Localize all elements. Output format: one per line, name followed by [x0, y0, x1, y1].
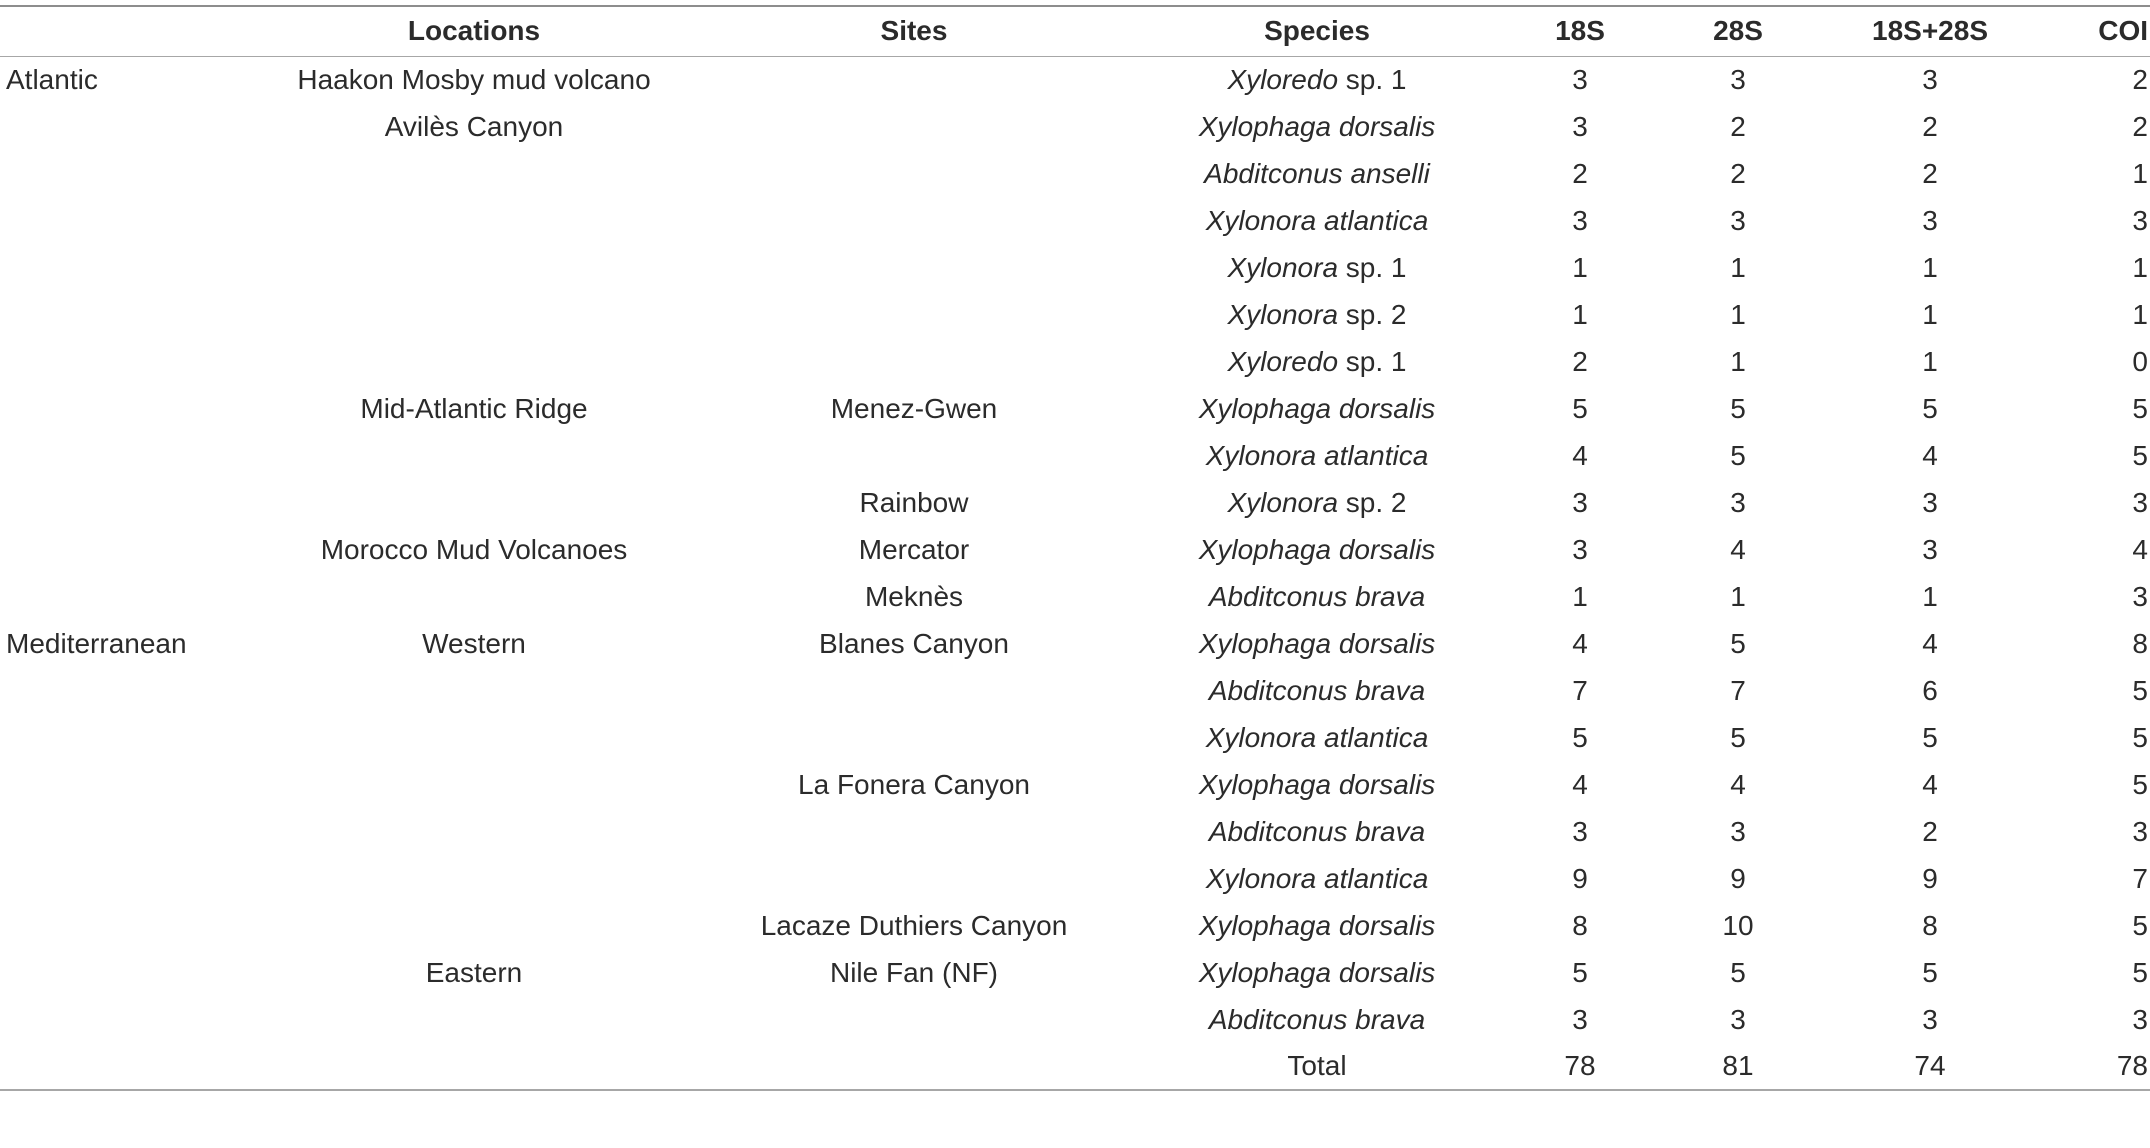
count-coi-cell: 5 [2132, 909, 2148, 941]
location-cell: Haakon Mosby mud volcano [297, 63, 651, 95]
site-cell [704, 244, 1124, 291]
count-28s-cell: 5 [1730, 627, 1746, 659]
count-18s-cell: 3 [1572, 486, 1588, 518]
header-coi: COI [2034, 6, 2150, 56]
count-18s-28s-cell: 5 [1922, 956, 1938, 988]
species-genus: Xylonora [1227, 298, 1339, 330]
count-18s-28s-cell: 3 [1922, 63, 1938, 95]
region-cell [0, 432, 244, 479]
species-genus: Abditconus brava [1208, 1003, 1426, 1035]
region-cell [0, 385, 244, 432]
count-18s-28s-cell: 5 [1922, 392, 1938, 424]
region-cell [0, 526, 244, 573]
table-row [0, 949, 2150, 996]
total-empty-cell [244, 1043, 704, 1090]
count-28s-cell: 1 [1730, 251, 1746, 283]
region-cell [0, 996, 244, 1043]
count-coi-cell: 4 [2132, 533, 2148, 565]
total-row [0, 1043, 2150, 1090]
count-18s-cell: 3 [1572, 204, 1588, 236]
total-coi: 78 [2034, 1043, 2150, 1090]
count-coi-cell: 8 [2132, 627, 2148, 659]
count-coi-cell: 0 [2132, 345, 2148, 377]
species-genus: Xyloredo [1227, 345, 1339, 377]
count-28s-cell: 4 [1730, 533, 1746, 565]
count-18s-cell: 1 [1572, 580, 1588, 612]
site-cell [704, 996, 1124, 1043]
species-cell [1124, 620, 1510, 667]
region-cell [0, 103, 244, 150]
count-18s-28s-cell: 5 [1922, 721, 1938, 753]
location-cell [244, 902, 704, 949]
location-cell [244, 996, 704, 1043]
table-row [0, 855, 2150, 902]
species-cell [1124, 385, 1510, 432]
region-cell: Atlantic [6, 63, 98, 95]
species-genus: Xylonora atlantica [1205, 204, 1429, 236]
region-cell [0, 244, 244, 291]
header-sites: Sites [704, 6, 1124, 56]
species-genus: Xylonora atlantica [1205, 721, 1429, 753]
region-cell [0, 150, 244, 197]
species-cell [1124, 714, 1510, 761]
location-cell [244, 573, 704, 620]
region-cell [0, 761, 244, 808]
species-epithet: sp. 2 [1338, 298, 1407, 330]
region-cell [0, 197, 244, 244]
count-28s-cell: 7 [1730, 674, 1746, 706]
site-cell: Nile Fan (NF) [829, 956, 998, 988]
count-coi-cell: 1 [2132, 157, 2148, 189]
table-row [0, 150, 2150, 197]
count-18s-cell: 3 [1572, 1003, 1588, 1035]
species-cell [1124, 197, 1510, 244]
table-row [0, 432, 2150, 479]
count-coi-cell: 5 [2132, 439, 2148, 471]
species-genus: Xylophaga dorsalis [1198, 627, 1436, 659]
count-28s-cell: 9 [1730, 862, 1746, 894]
table-body [0, 56, 2150, 1090]
species-genus: Xylophaga dorsalis [1198, 392, 1436, 424]
species-cell [1124, 432, 1510, 479]
count-18s-28s-cell: 2 [1922, 157, 1938, 189]
species-cell [1124, 667, 1510, 714]
table-row [0, 902, 2150, 949]
count-18s-28s-cell: 3 [1922, 486, 1938, 518]
count-18s-28s-cell: 2 [1922, 815, 1938, 847]
count-18s-28s-cell: 9 [1922, 862, 1938, 894]
site-cell [704, 197, 1124, 244]
site-cell [704, 667, 1124, 714]
species-cell [1124, 949, 1510, 996]
count-coi-cell: 5 [2132, 768, 2148, 800]
species-cell [1124, 761, 1510, 808]
count-18s-28s-cell: 1 [1922, 580, 1938, 612]
count-coi-cell: 1 [2132, 251, 2148, 283]
species-cell [1124, 244, 1510, 291]
species-cell [1124, 479, 1510, 526]
species-cell [1124, 150, 1510, 197]
region-cell [0, 667, 244, 714]
count-28s-cell: 3 [1730, 63, 1746, 95]
total-18s-28s: 74 [1826, 1043, 2034, 1090]
count-coi-cell: 3 [2132, 580, 2148, 612]
species-genus: Abditconus anselli [1204, 157, 1430, 189]
species-cell [1124, 808, 1510, 855]
count-28s-cell: 3 [1730, 486, 1746, 518]
table-row [0, 996, 2150, 1043]
location-cell: Eastern [425, 956, 523, 988]
site-cell [704, 103, 1124, 150]
location-cell [244, 432, 704, 479]
count-18s-cell: 4 [1572, 627, 1588, 659]
count-28s-cell: 1 [1730, 345, 1746, 377]
species-genus: Xyloredo [1227, 63, 1339, 95]
site-cell [704, 56, 1124, 103]
species-genus: Xylophaga dorsalis [1198, 909, 1436, 941]
species-genus: Xylonora atlantica [1205, 439, 1429, 471]
count-18s-28s-cell: 6 [1922, 674, 1938, 706]
region-cell: Mediterranean [6, 627, 187, 659]
table-row [0, 667, 2150, 714]
total-empty-cell [704, 1043, 1124, 1090]
location-cell: Avilès Canyon [384, 110, 564, 142]
count-18s-cell: 3 [1572, 815, 1588, 847]
location-cell: Mid-Atlantic Ridge [360, 392, 588, 424]
count-28s-cell: 3 [1730, 204, 1746, 236]
count-18s-28s-cell: 3 [1922, 204, 1938, 236]
total-label: Total [1124, 1043, 1510, 1090]
species-cell [1124, 902, 1510, 949]
table-row [0, 244, 2150, 291]
count-18s-cell: 5 [1572, 956, 1588, 988]
count-18s-cell: 4 [1572, 439, 1588, 471]
table-row [0, 620, 2150, 667]
region-cell [0, 949, 244, 996]
count-28s-cell: 5 [1730, 721, 1746, 753]
species-epithet: sp. 1 [1338, 345, 1407, 377]
count-18s-28s-cell: 4 [1922, 439, 1938, 471]
site-cell [704, 808, 1124, 855]
species-cell [1124, 996, 1510, 1043]
count-28s-cell: 3 [1730, 1003, 1746, 1035]
count-18s-cell: 2 [1572, 345, 1588, 377]
header-18s: 18S [1510, 6, 1650, 56]
header-28s: 28S [1650, 6, 1826, 56]
count-coi-cell: 3 [2132, 486, 2148, 518]
table-row [0, 761, 2150, 808]
count-coi-cell: 5 [2132, 674, 2148, 706]
region-cell [0, 902, 244, 949]
species-genus: Abditconus brava [1208, 815, 1426, 847]
count-coi-cell: 2 [2132, 110, 2148, 142]
count-coi-cell: 3 [2132, 204, 2148, 236]
count-coi-cell: 2 [2132, 63, 2148, 95]
location-cell [244, 667, 704, 714]
count-18s-28s-cell: 2 [1922, 110, 1938, 142]
site-cell: Lacaze Duthiers Canyon [760, 909, 1068, 941]
count-18s-cell: 3 [1572, 533, 1588, 565]
region-cell [0, 338, 244, 385]
count-18s-28s-cell: 4 [1922, 627, 1938, 659]
species-genus: Abditconus brava [1208, 580, 1426, 612]
species-genus: Xylophaga dorsalis [1198, 533, 1436, 565]
count-28s-cell: 1 [1730, 580, 1746, 612]
table-row [0, 385, 2150, 432]
site-cell: Mercator [858, 533, 970, 565]
species-cell [1124, 103, 1510, 150]
count-18s-cell: 4 [1572, 768, 1588, 800]
species-cell [1124, 338, 1510, 385]
count-coi-cell: 1 [2132, 298, 2148, 330]
count-18s-cell: 5 [1572, 721, 1588, 753]
table-row [0, 197, 2150, 244]
site-cell: Blanes Canyon [819, 627, 1009, 659]
location-cell [244, 291, 704, 338]
count-28s-cell: 5 [1730, 392, 1746, 424]
count-coi-cell: 5 [2132, 721, 2148, 753]
table-row [0, 338, 2150, 385]
count-18s-cell: 1 [1572, 298, 1588, 330]
site-cell: Menez-Gwen [830, 392, 998, 424]
species-genus: Xylophaga dorsalis [1198, 768, 1436, 800]
region-cell [0, 714, 244, 761]
location-cell [244, 244, 704, 291]
table-row [0, 573, 2150, 620]
location-cell: Western [422, 627, 526, 659]
header-row [0, 6, 2150, 56]
count-coi-cell: 7 [2132, 862, 2148, 894]
location-cell [244, 761, 704, 808]
count-18s-cell: 1 [1572, 251, 1588, 283]
count-coi-cell: 3 [2132, 815, 2148, 847]
region-cell [0, 479, 244, 526]
count-18s-28s-cell: 8 [1922, 909, 1938, 941]
species-genus: Xylonora [1227, 486, 1339, 518]
species-cell [1124, 573, 1510, 620]
site-cell: Meknès [864, 580, 964, 612]
count-18s-cell: 3 [1572, 110, 1588, 142]
site-cell [704, 432, 1124, 479]
table-row [0, 526, 2150, 573]
table-header [0, 6, 2150, 56]
count-28s-cell: 2 [1730, 110, 1746, 142]
location-cell [244, 808, 704, 855]
location-cell [244, 479, 704, 526]
count-18s-cell: 9 [1572, 862, 1588, 894]
region-cell [0, 291, 244, 338]
species-sequence-table [0, 5, 2150, 1091]
count-28s-cell: 4 [1730, 768, 1746, 800]
count-18s-cell: 2 [1572, 157, 1588, 189]
total-18s: 78 [1510, 1043, 1650, 1090]
count-18s-28s-cell: 3 [1922, 1003, 1938, 1035]
species-epithet: sp. 1 [1338, 251, 1407, 283]
table-row [0, 479, 2150, 526]
site-cell: Rainbow [859, 486, 969, 518]
count-18s-28s-cell: 1 [1922, 345, 1938, 377]
count-28s-cell: 2 [1730, 157, 1746, 189]
count-18s-28s-cell: 3 [1922, 533, 1938, 565]
count-18s-cell: 8 [1572, 909, 1588, 941]
count-28s-cell: 3 [1730, 815, 1746, 847]
location-cell [244, 855, 704, 902]
site-cell [704, 338, 1124, 385]
count-28s-cell: 5 [1730, 439, 1746, 471]
count-18s-cell: 7 [1572, 674, 1588, 706]
species-genus: Xylonora atlantica [1205, 862, 1429, 894]
header-region [0, 6, 244, 56]
header-18s-28s: 18S+28S [1826, 6, 2034, 56]
species-epithet: sp. 2 [1338, 486, 1407, 518]
table-row [0, 56, 2150, 103]
site-cell: La Fonera Canyon [798, 768, 1030, 800]
site-cell [704, 714, 1124, 761]
species-genus: Xylophaga dorsalis [1198, 956, 1436, 988]
species-genus: Xylophaga dorsalis [1198, 110, 1436, 142]
total-empty-cell [0, 1043, 244, 1090]
table-row [0, 291, 2150, 338]
count-18s-cell: 5 [1572, 392, 1588, 424]
count-coi-cell: 3 [2132, 1003, 2148, 1035]
count-28s-cell: 1 [1730, 298, 1746, 330]
header-locations: Locations [244, 6, 704, 56]
species-cell [1124, 526, 1510, 573]
location-cell: Morocco Mud Volcanoes [320, 533, 628, 565]
species-cell [1124, 855, 1510, 902]
location-cell [244, 338, 704, 385]
site-cell [704, 855, 1124, 902]
table-row [0, 103, 2150, 150]
count-18s-cell: 3 [1572, 63, 1588, 95]
region-cell [0, 573, 244, 620]
table-row [0, 714, 2150, 761]
count-18s-28s-cell: 4 [1922, 768, 1938, 800]
count-coi-cell: 5 [2132, 956, 2148, 988]
count-coi-cell: 5 [2132, 392, 2148, 424]
count-18s-28s-cell: 1 [1922, 298, 1938, 330]
count-28s-cell: 10 [1722, 909, 1754, 941]
count-18s-28s-cell: 1 [1922, 251, 1938, 283]
location-cell [244, 714, 704, 761]
location-cell [244, 150, 704, 197]
count-28s-cell: 5 [1730, 956, 1746, 988]
header-species: Species [1124, 6, 1510, 56]
location-cell [244, 197, 704, 244]
site-cell [704, 150, 1124, 197]
site-cell [704, 291, 1124, 338]
species-cell [1124, 291, 1510, 338]
species-genus: Xylonora [1227, 251, 1339, 283]
species-cell [1124, 56, 1510, 103]
species-epithet: sp. 1 [1338, 63, 1407, 95]
region-cell [0, 808, 244, 855]
species-genus: Abditconus brava [1208, 674, 1426, 706]
total-28s: 81 [1650, 1043, 1826, 1090]
table-row [0, 808, 2150, 855]
region-cell [0, 855, 244, 902]
